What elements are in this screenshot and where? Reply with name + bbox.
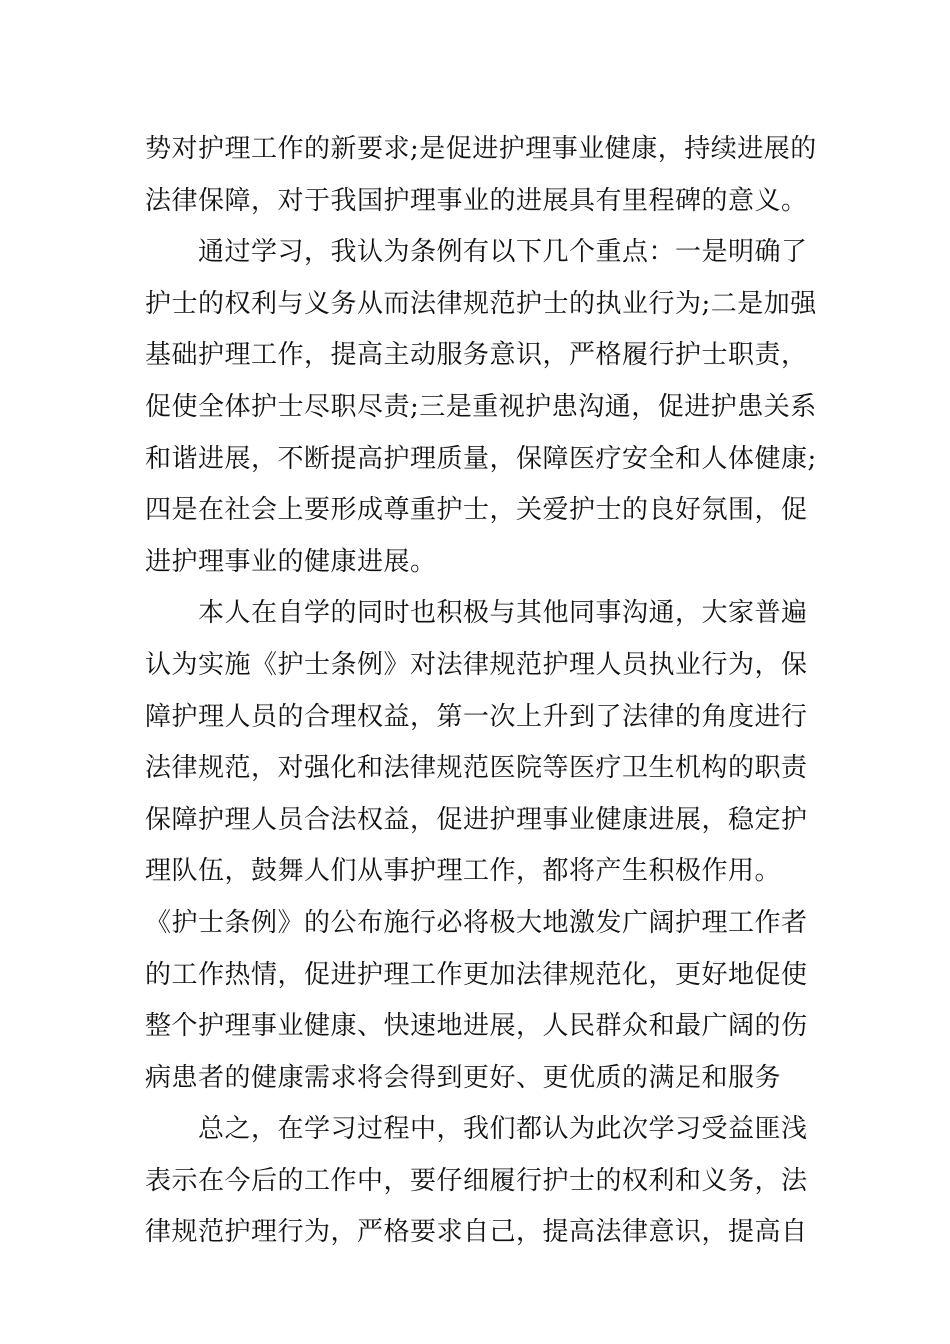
text-line: 《护士条例》的公布施行必将极大地激发广阔护理工作者 — [145, 907, 808, 938]
text-line: 整个护理事业健康、快速地进展，人民群众和最广阔的伤 — [145, 1011, 808, 1042]
text-line: 病患者的健康需求将会得到更好、更优质的满足和服务 — [145, 1062, 782, 1093]
text-line: 护士的权利与义务从而法律规范护士的执业行为;二是加强 — [145, 288, 817, 319]
text-line: 障护理人员的合理权益，第一次上升到了法律的角度进行 — [145, 701, 808, 732]
text-line: 律规范护理行为，严格要求自己，提高法律意识，提高自 — [145, 1217, 808, 1248]
text-line: 促使全体护士尽职尽责;三是重视护患沟通，促进护患关系 — [145, 391, 817, 422]
text-line: 和谐进展，不断提高护理质量，保障医疗安全和人体健康; — [145, 443, 817, 474]
text-line: 表示在今后的工作中，要仔细履行护士的权利和义务，法 — [145, 1165, 808, 1196]
text-line: 总之，在学习过程中，我们都认为此次学习受益匪浅 — [145, 1114, 808, 1145]
text-line: 势对护理工作的新要求;是促进护理事业健康，持续进展的 — [145, 134, 817, 164]
text-line: 理队伍，鼓舞人们从事护理工作，都将产生积极作用。 — [145, 856, 782, 887]
body-text — [145, 124, 815, 1259]
text-line: 四是在社会上要形成尊重护士，关爱护士的良好氛围，促 — [145, 495, 808, 526]
text-line: 法律保障，对于我国护理事业的进展具有里程碑的意义。 — [145, 185, 808, 216]
text-line: 基础护理工作，提高主动服务意识，严格履行护士职责， — [145, 340, 808, 371]
text-line: 的工作热情，促进护理工作更加法律规范化，更好地促使 — [145, 959, 808, 990]
text-line: 认为实施《护士条例》对法律规范护理人员执业行为，保 — [145, 649, 808, 680]
text-line: 本人在自学的同时也积极与其他同事沟通，大家普遍 — [145, 598, 808, 629]
text-line: 通过学习，我认为条例有以下几个重点：一是明确了 — [145, 237, 808, 268]
text-line: 保障护理人员合法权益，促进护理事业健康进展，稳定护 — [145, 804, 808, 835]
text-line: 进护理事业的健康进展。 — [145, 546, 437, 577]
text-line: 法律规范，对强化和法律规范医院等医疗卫生机构的职责 — [145, 753, 808, 784]
